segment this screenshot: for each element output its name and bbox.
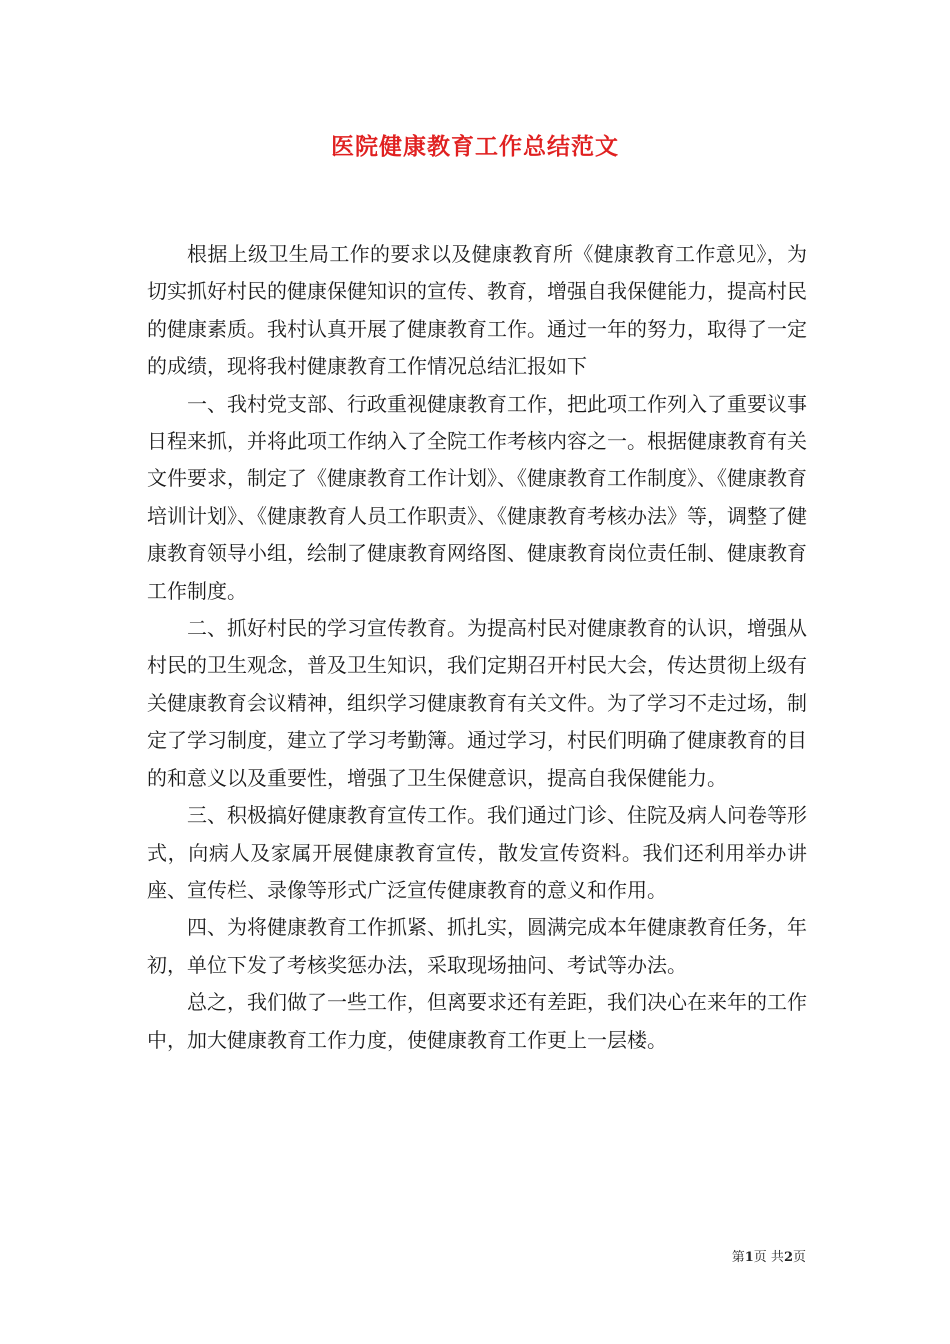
page-number-footer [732, 1246, 806, 1265]
document-title: 医院健康教育工作总结范文 [331, 133, 619, 160]
paragraph-intro: 根据上级卫生局工作的要求以及健康教育所《健康教育工作意见》，为切实抓好村民的健康保健知识的宣传、教育，增强自我保健能力，提高村民的健康素质。我村认真开展了健康教育工作。通过一年的努力，取得了一定的成绩，现将我村健康教育工作情况总结汇报如下 [147, 242, 807, 379]
paragraph-section-2: 二、抓好村民的学习宣传教育。为提高村民对健康教育的认识，增强从村民的卫生观念，普及卫生知识，我们定期召开村民大会，传达贯彻上级有关健康教育会议精神，组织学习健康教育有关文件。为了学习不走过场，制定了学习制度，建立了学习考勤簿。通过学习，村民们明确了健康教育的目的和意义以及重要性，增强了卫生保健意识，提高自我保健能力。 [147, 616, 807, 790]
current-page-number: 1 [744, 1250, 754, 1265]
paragraph-conclusion: 总之，我们做了一些工作，但离要求还有差距，我们决心在来年的工作中，加大健康教育工作力度，使健康教育工作更上一层楼。 [147, 990, 807, 1052]
footer-prefix: 第 [731, 1250, 745, 1265]
paragraph-section-4: 四、为将健康教育工作抓紧、抓扎实，圆满完成本年健康教育任务，年初，单位下发了考核奖惩办法，采取现场抽问、考试等办法。 [147, 915, 807, 977]
paragraph-section-3: 三、积极搞好健康教育宣传工作。我们通过门诊、住院及病人问卷等形式，向病人及家属开展健康教育宣传，散发宣传资料。我们还利用举办讲座、宣传栏、录像等形式广泛宣传健康教育的意义和作用。 [147, 803, 807, 902]
document-body [147, 236, 807, 1059]
paragraph-section-1: 一、我村党支部、行政重视健康教育工作，把此项工作列入了重要议事日程来抓，并将此项工作纳入了全院工作考核内容之一。根据健康教育有关文件要求，制定了《健康教育工作计划》、《健康教育工作制度》、《健康教育培训计划》、《健康教育人员工作职责》、《健康教育考核办法》等，调整了健康教育领导小组，绘制了健康教育网络图、健康教育岗位责任制、健康教育工作制度。 [147, 391, 807, 603]
footer-middle: 页 共 [753, 1250, 784, 1265]
total-page-count: 2 [783, 1250, 793, 1265]
footer-suffix: 页 [792, 1250, 806, 1265]
